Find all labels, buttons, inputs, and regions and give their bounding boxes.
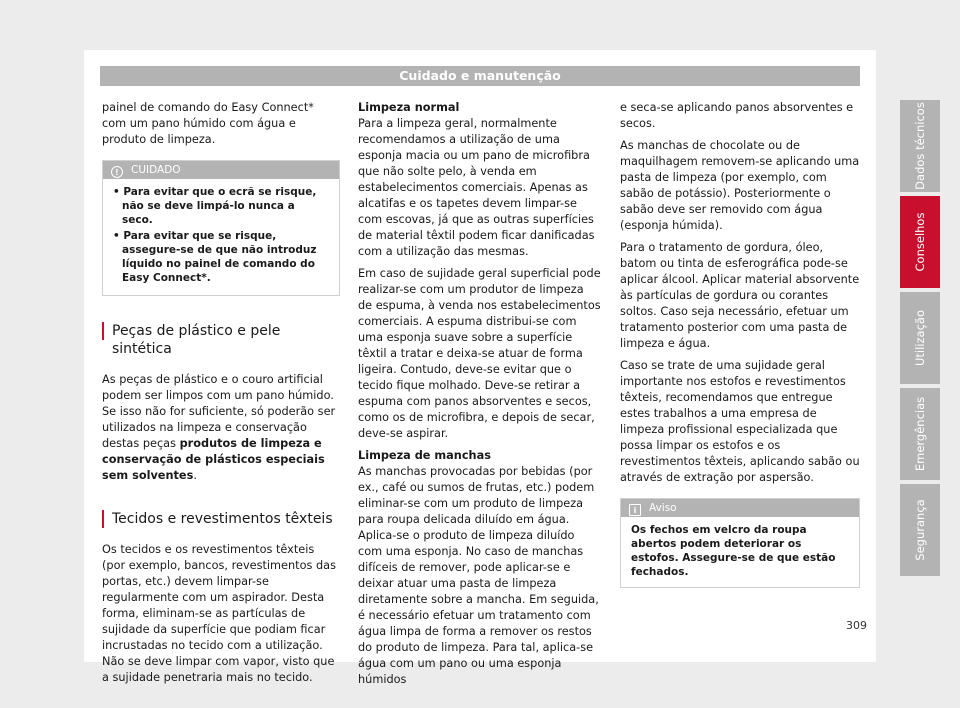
tab-emergencias[interactable] bbox=[900, 388, 940, 480]
caution-item-text: Para evitar que o ecrã se risque, não se deve limpá-lo nunca a seco. bbox=[122, 186, 317, 226]
section-heading-plastic: Peças de plástico e pele sintética bbox=[102, 322, 340, 358]
notice-box bbox=[620, 498, 860, 588]
tab-seguranca[interactable] bbox=[900, 484, 940, 576]
info-icon: i bbox=[629, 504, 641, 516]
notice-title: Aviso bbox=[649, 502, 677, 514]
notice-body: Os fechos em velcro da roupa abertos podem deteriorar os estofos. Assegure-se de que estão fechados. bbox=[631, 524, 836, 578]
caution-body bbox=[103, 179, 339, 295]
tab-label: Emergências bbox=[913, 396, 927, 472]
page-number: 309 bbox=[846, 619, 867, 632]
page-header: Cuidado e manutenção bbox=[100, 66, 860, 86]
caution-title: CUIDADO bbox=[131, 164, 181, 176]
tab-label: Segurança bbox=[913, 499, 927, 561]
subheading-stain-cleaning: Limpeza de manchas bbox=[358, 449, 491, 462]
caution-item-text: Para evitar que se risque, assegure-se de que não introduz líquido no painel de comando do Easy Connect*. bbox=[122, 230, 317, 284]
plastic-bold-text: produtos de limpeza e conservação de plásticos especiais sem solventes bbox=[102, 437, 325, 482]
notice-header bbox=[621, 499, 859, 517]
tab-conselhos[interactable] bbox=[900, 196, 940, 288]
normal-cleaning-paragraph-1: Para a limpeza geral, normalmente recomendamos a utilização de uma esponja macia ou um pano de microfibra que não solte pelo, à venda em estabelecimentos comerciais. Apenas as alcatifas e os tapetes devem limpar-se com escovas, já que as outras superfícies de material têxtil podem ficar danificadas com a utilização das mesmas. bbox=[358, 117, 595, 258]
caution-item: • Para evitar que se risque, assegure-se de que não introduz líquido no painel de comando do Easy Connect*. bbox=[113, 230, 317, 284]
col3-paragraph-3: Para o tratamento de gordura, óleo, batom ou tinta de esferográfica pode-se aplicar álcool. Aplicar material absorvente às partículas de gordura ou corantes soltos. Caso seja necessário, efetuar um tratamento posterior com uma pasta de limpeza e água. bbox=[620, 241, 860, 350]
section-tabs bbox=[900, 100, 940, 580]
plastic-paragraph bbox=[102, 372, 340, 484]
column-2 bbox=[358, 100, 601, 694]
plastic-text: As peças de plástico e o couro artificial podem ser limpos com um pano húmido. Se isso não for suficiente, só poderão ser utilizados na limpeza e conservação destas peças bbox=[102, 373, 336, 450]
tab-dados-tecnicos[interactable] bbox=[900, 100, 940, 192]
tab-label: Conselhos bbox=[913, 212, 927, 272]
col3-paragraph-2: As manchas de chocolate ou de maquilhagem removem-se aplicando uma pasta de limpeza (por exemplo, com sabão de potássio). Posteriormente o sabão deve ser removido com água (esponja húmida). bbox=[620, 139, 860, 232]
column-1 bbox=[102, 100, 340, 692]
section-heading-textiles: Tecidos e revestimentos têxteis bbox=[102, 510, 340, 528]
tab-label: Dados técnicos bbox=[913, 102, 927, 190]
textiles-paragraph: Os tecidos e os revestimentos têxteis (por exemplo, bancos, revestimentos das portas, etc.) devem limpar-se regularmente com um aspirador. Desta forma, eliminam-se as partículas de sujidade da superfície que podiam ficar incrustadas no tecido com a utilização. Não se deve limpar com vapor, visto que a sujidade penetraria mais no tecido. bbox=[102, 543, 336, 684]
stain-cleaning-paragraph: As manchas provocadas por bebidas (por ex., café ou sumos de frutas, etc.) podem eliminar-se com um produto de limpeza para roupa delicada diluído em água. Aplica-se o produto de limpeza diluído com uma esponja. No caso de manchas difíceis de remover, pode aplicar-se e deixar atuar uma pasta de limpeza diretamente sobre a mancha. Em seguida, é necessário efetuar um tratamento com água limpa de forma a remover os restos do produto de limpeza. Para tal, aplica-se água com um pano ou uma esponja húmidos bbox=[358, 465, 599, 686]
caution-box bbox=[102, 160, 340, 296]
caution-header bbox=[103, 161, 339, 179]
caution-item: • Para evitar que o ecrã se risque, não se deve limpá-lo nunca a seco. bbox=[113, 186, 317, 226]
normal-cleaning-paragraph-2: Em caso de sujidade geral superficial pode realizar-se com um produtor de limpeza de espuma, à venda nos estabelecimentos comerciais. A espuma distribui-se com uma esponja suave sobre a superfície têxtil a tratar e deixa-se atuar de forma ligeira. Contudo, deve-se evitar que o tecido fique molhado. Deve-se retirar a espuma com panos absorventes e secos, como os de microfibra, e depois de secar, deve-se aspirar. bbox=[358, 267, 601, 440]
caution-icon: ! bbox=[111, 166, 123, 178]
col3-paragraph-1: e seca-se aplicando panos absorventes e secos. bbox=[620, 101, 854, 130]
subheading-normal-cleaning: Limpeza normal bbox=[358, 101, 460, 114]
column-3 bbox=[620, 100, 860, 598]
intro-paragraph: painel de comando do Easy Connect* com um pano húmido com água e produto de limpeza. bbox=[102, 101, 314, 146]
plastic-text-end: . bbox=[193, 469, 197, 482]
tab-label: Utilização bbox=[913, 309, 927, 367]
col3-paragraph-4: Caso se trate de uma sujidade geral importante nos estofos e revestimentos têxteis, recomendamos que entregue estes trabalhos a uma empresa de limpeza profissional especializada que possa limpar os estofos e os revestimentos têxteis, aplicando sabão ou através de extração por aspersão. bbox=[620, 359, 860, 484]
tab-utilizacao[interactable] bbox=[900, 292, 940, 384]
